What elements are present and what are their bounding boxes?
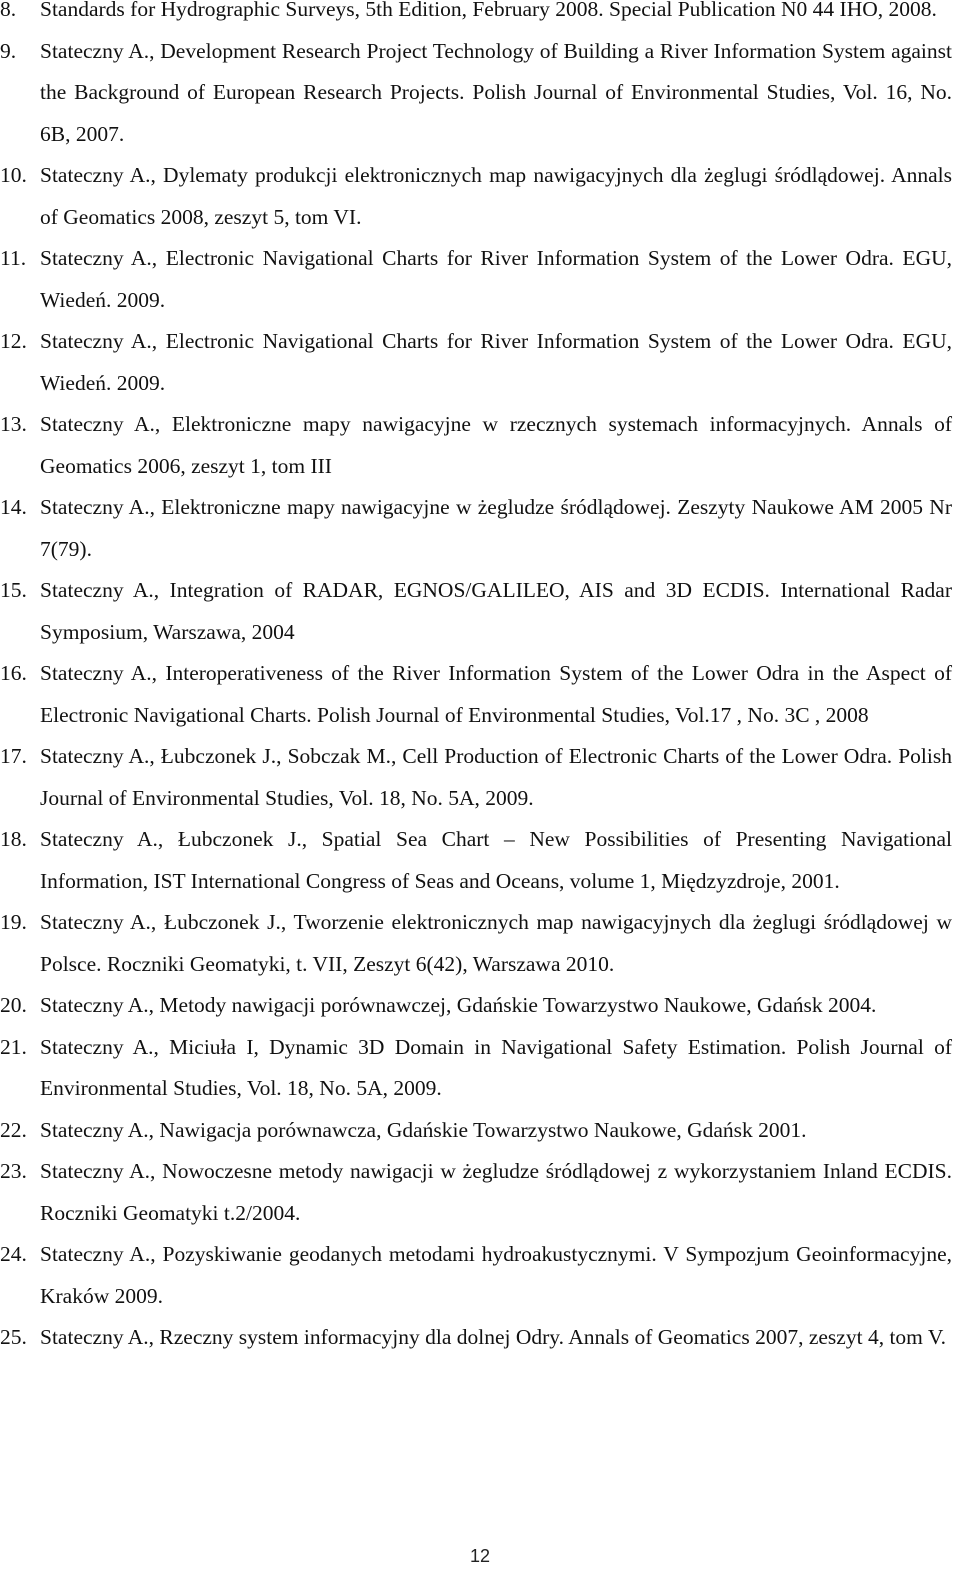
reference-number: 18. (0, 827, 27, 851)
reference-text: Standards for Hydrographic Surveys, 5th Edition, February 2008. Special Publication N0 44 IHO, 2008. (40, 0, 937, 21)
reference-item-15 (0, 570, 960, 653)
reference-number: 22. (0, 1117, 27, 1142)
reference-number: 12. (0, 329, 27, 353)
reference-number: 23. (0, 1159, 27, 1183)
reference-text: Stateczny A., Łubczonek J., Spatial Sea Chart – New Possibilities of Presenting Navigational Information, IST International Congress of Seas and Oceans, volume 1, Międzyzdroje, 2001. (40, 827, 952, 893)
reference-number: 15. (0, 578, 27, 602)
reference-number: 25. (0, 1325, 27, 1349)
reference-item-22 (0, 1110, 960, 1152)
reference-number: 16. (0, 661, 27, 685)
reference-item-12 (0, 321, 960, 404)
reference-text: Stateczny A., Nawigacja porównawcza, Gdańskie Towarzystwo Naukowe, Gdańsk 2001. (40, 1117, 807, 1142)
reference-text: Stateczny A., Integration of RADAR, EGNOS/GALILEO, AIS and 3D ECDIS. International Radar Symposium, Warszawa, 2004 (40, 578, 952, 644)
reference-item-20 (0, 985, 960, 1027)
reference-number: 14. (0, 495, 27, 519)
reference-item-25 (0, 1317, 960, 1359)
reference-number: 19. (0, 910, 27, 934)
reference-text: Stateczny A., Electronic Navigational Charts for River Information System of the Lower Odra. EGU, Wiedeń. 2009. (40, 329, 952, 395)
reference-text: Stateczny A., Łubczonek J., Sobczak M., Cell Production of Electronic Charts of the Lower Odra. Polish Journal of Environmental Studies, Vol. 18, No. 5A, 2009. (40, 744, 952, 810)
reference-item-17 (0, 736, 960, 819)
reference-item-21 (0, 1027, 960, 1110)
reference-number: 21. (0, 1034, 27, 1059)
reference-text: Stateczny A., Dylematy produkcji elektronicznych map nawigacyjnych dla żeglugi śródlądowej. Annals of Geomatics 2008, zeszyt 5, tom VI. (40, 163, 952, 229)
reference-text: Stateczny A., Interoperativeness of the River Information System of the Lower Odra in the Aspect of Electronic Navigational Charts. Polish Journal of Environmental Studies, Vol.17 , No. 3C , 2008 (40, 661, 952, 727)
reference-text: Stateczny A., Development Research Project Technology of Building a River Information System against the Background of European Research Projects. Polish Journal of Environmental Studies, Vol. 16, No. 6B, 2007. (40, 38, 952, 146)
reference-item-9 (0, 31, 960, 156)
reference-number: 8. (0, 0, 17, 21)
reference-text: Stateczny A., Nowoczesne metody nawigacji w żegludze śródlądowej z wykorzystaniem Inland ECDIS. Roczniki Geomatyki t.2/2004. (40, 1159, 952, 1225)
reference-number: 20. (0, 993, 27, 1017)
reference-item-24 (0, 1234, 960, 1317)
reference-number: 9. (0, 38, 17, 63)
page-number: 12 (469, 1546, 491, 1566)
reference-item-19 (0, 902, 960, 985)
reference-text: Stateczny A., Metody nawigacji porównawczej, Gdańskie Towarzystwo Naukowe, Gdańsk 2004. (40, 993, 877, 1017)
reference-number: 24. (0, 1242, 27, 1266)
reference-text: Stateczny A., Miciuła I, Dynamic 3D Domain in Navigational Safety Estimation. Polish Journal of Environmental Studies, Vol. 18, No. 5A, 2009. (40, 1034, 952, 1100)
reference-number: 17. (0, 744, 27, 768)
reference-text: Stateczny A., Rzeczny system informacyjny dla dolnej Odry. Annals of Geomatics 2007, zeszyt 4, tom V. (40, 1325, 947, 1349)
reference-item-10 (0, 155, 960, 238)
reference-text: Stateczny A., Elektroniczne mapy nawigacyjne w żegludze śródlądowej. Zeszyty Naukowe AM 2005 Nr 7(79). (40, 495, 952, 561)
reference-item-13 (0, 404, 960, 487)
reference-number: 11. (0, 246, 27, 270)
reference-item-23 (0, 1151, 960, 1234)
reference-text: Stateczny A., Elektroniczne mapy nawigacyjne w rzecznych systemach informacyjnych. Annals of Geomatics 2006, zeszyt 1, tom III (40, 412, 952, 478)
reference-item-14 (0, 487, 960, 570)
reference-number: 13. (0, 412, 27, 436)
reference-text: Stateczny A., Electronic Navigational Charts for River Information System of the Lower Odra. EGU, Wiedeń. 2009. (40, 246, 952, 312)
reference-text: Stateczny A., Łubczonek J., Tworzenie elektronicznych map nawigacyjnych dla żeglugi śródlądowej w Polsce. Roczniki Geomatyki, t. VII, Zeszyt 6(42), Warszawa 2010. (40, 910, 952, 976)
reference-text: Stateczny A., Pozyskiwanie geodanych metodami hydroakustycznymi. V Sympozjum Geoinformacyjne, Kraków 2009. (40, 1242, 952, 1308)
reference-item-11 (0, 238, 960, 321)
reference-item-16 (0, 653, 960, 736)
reference-number: 10. (0, 163, 27, 187)
reference-item-18 (0, 819, 960, 902)
reference-item-8 (0, 0, 960, 31)
